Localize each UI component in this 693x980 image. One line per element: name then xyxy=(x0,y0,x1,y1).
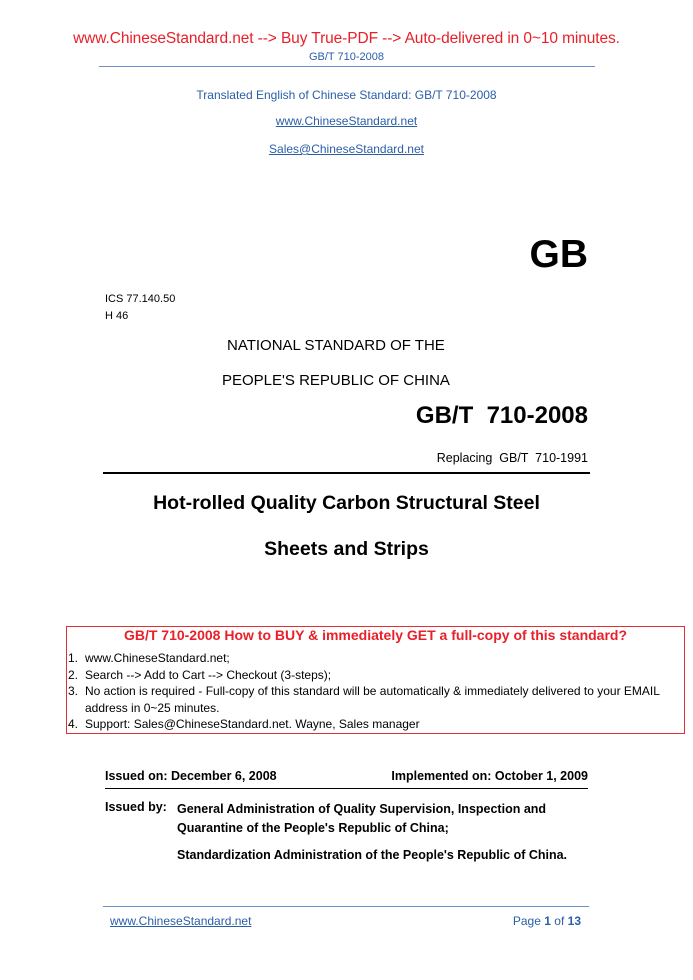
ics-code: ICS 77.140.50 xyxy=(105,293,176,305)
page-current: 1 xyxy=(544,914,551,928)
list-number: 2. xyxy=(68,667,79,682)
list-item xyxy=(68,667,678,684)
issued-on-date: Issued on: December 6, 2008 xyxy=(105,769,277,783)
document-title-line2: Sheets and Strips xyxy=(264,538,429,560)
website-link[interactable]: www.ChineseStandard.net xyxy=(275,114,418,128)
h-code: H 46 xyxy=(105,310,129,322)
national-standard-line1: NATIONAL STANDARD OF THE xyxy=(227,337,445,354)
footer-website-link[interactable]: www.ChineseStandard.net xyxy=(110,914,252,928)
list-item[interactable] xyxy=(68,650,678,667)
footer-divider xyxy=(103,906,589,907)
dates-divider xyxy=(105,788,588,789)
issued-by-label: Issued by: xyxy=(105,800,167,814)
gb-logo: GB xyxy=(529,233,588,276)
translation-title: Translated English of Chinese Standard: GB/T 710-2008 xyxy=(196,88,497,102)
implemented-on-date: Implemented on: October 1, 2009 xyxy=(391,769,588,783)
document-title-line1: Hot-rolled Quality Carbon Structural Steel xyxy=(153,492,540,514)
email-link[interactable]: Sales@ChineseStandard.net xyxy=(269,142,424,156)
header-standard-code: GB/T 710-2008 xyxy=(308,51,384,63)
buy-box-title: GB/T 710-2008 How to BUY & immediately GET a full-copy of this standard? xyxy=(123,627,628,643)
list-item xyxy=(68,716,678,733)
issuer-aqsiq: General Administration of Quality Supervision, Inspection and Quarantine of the People's Republic of China; xyxy=(177,802,547,835)
list-item xyxy=(68,683,678,716)
list-number: 3. xyxy=(68,684,79,698)
page-label: Page xyxy=(512,914,541,928)
list-text: www.ChineseStandard.net; xyxy=(85,651,230,665)
page-total: 13 xyxy=(567,914,581,928)
list-number: 4. xyxy=(68,717,79,731)
national-standard-line2: PEOPLE'S REPUBLIC OF CHINA xyxy=(222,372,450,389)
top-banner[interactable]: www.ChineseStandard.net --> Buy True-PDF --> Auto-delivered in 0~10 minutes. xyxy=(73,30,620,47)
issuer-sac: Standardization Administration of the People's Republic of China. xyxy=(177,848,568,862)
list-text: Search --> Add to Cart --> Checkout (3-steps); xyxy=(85,667,332,682)
buy-steps-list xyxy=(68,650,678,733)
buy-instructions-box xyxy=(66,626,685,734)
title-divider xyxy=(103,472,590,474)
page-of: of xyxy=(554,914,565,928)
list-number: 1. xyxy=(68,651,79,665)
header-divider xyxy=(99,66,595,67)
standard-number: GB/T 710-2008 xyxy=(415,402,588,429)
list-text: No action is required - Full-copy of this standard will be automatically & immediately delivered to your EMAIL address in 0~25 minutes. xyxy=(85,684,660,715)
page-indicator xyxy=(513,914,581,928)
list-text: Support: Sales@ChineseStandard.net. Wayne, Sales manager xyxy=(85,717,420,731)
replacing-note: Replacing GB/T 710-1991 xyxy=(436,451,588,465)
